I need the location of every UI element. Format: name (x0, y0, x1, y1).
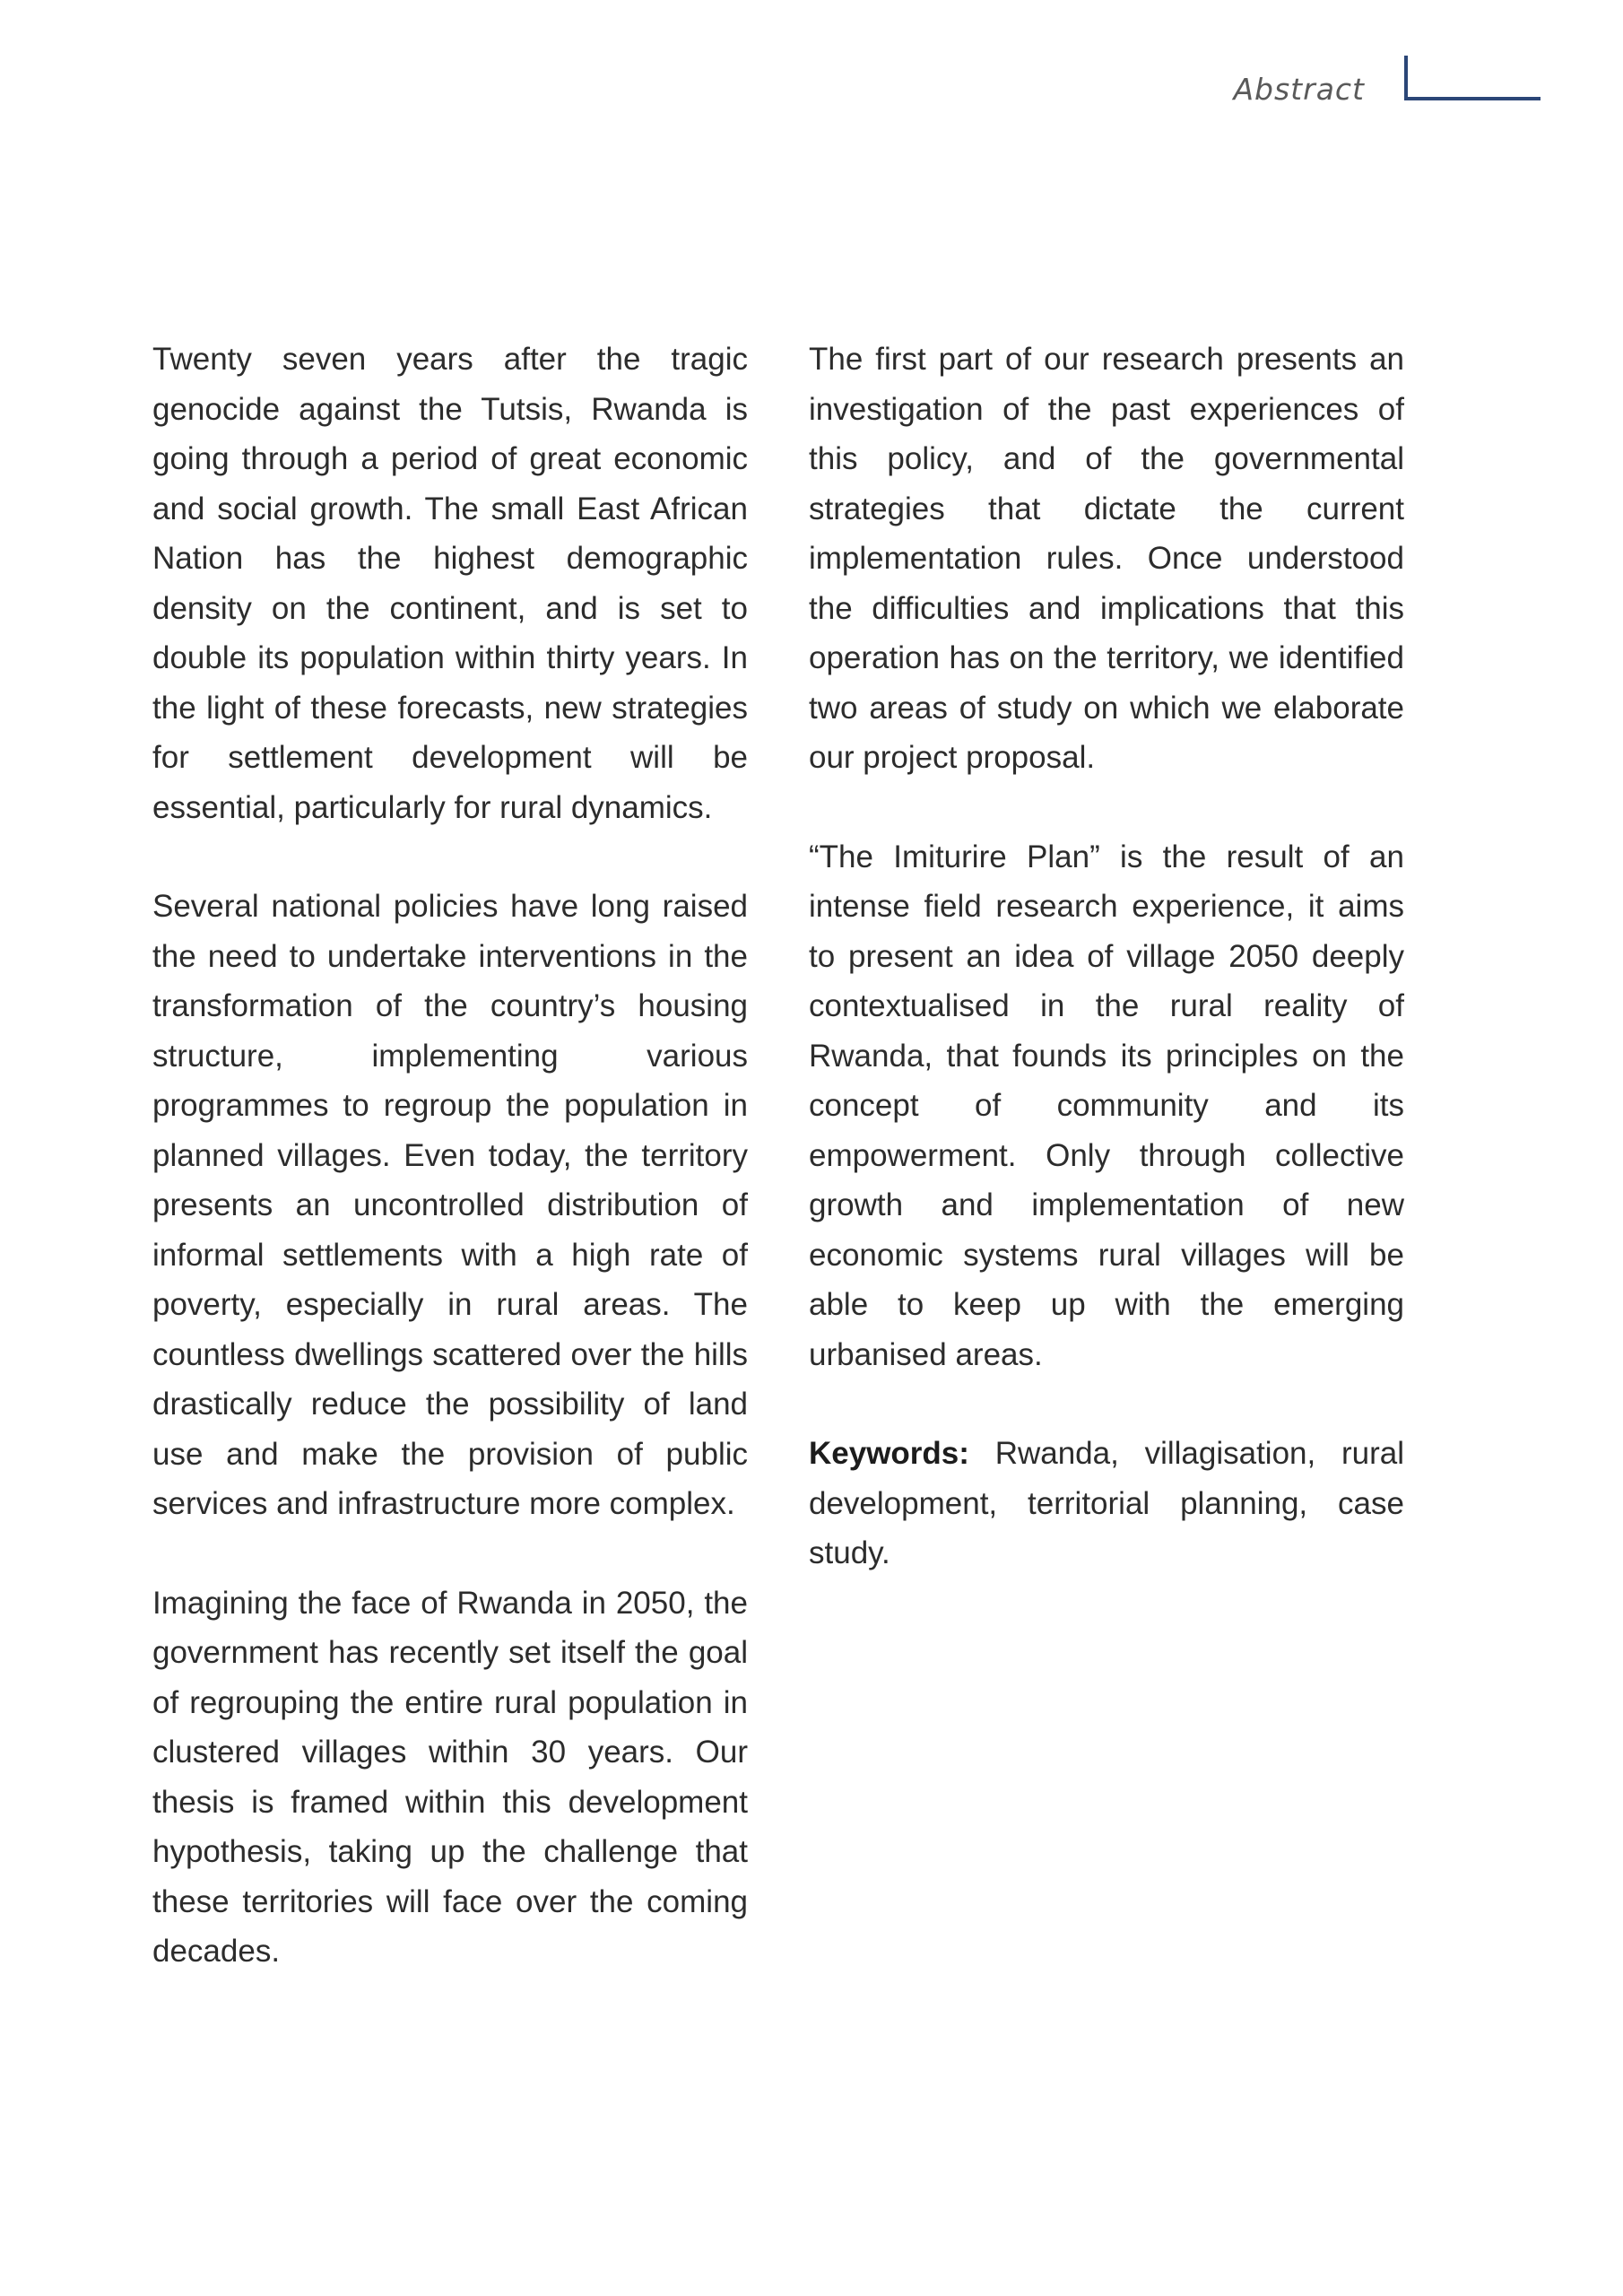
left-text-column (152, 335, 748, 1977)
corner-bracket-decoration (1404, 56, 1541, 100)
keywords-paragraph (809, 1429, 1404, 1578)
abstract-paragraph-1: Twenty seven years after the tragic genocide against the Tutsis, Rwanda is going through a period of great economic and social growth. The small East African Nation has the highest demographic density on the continent, and is set to double its population within thirty years. In the light of these forecasts, new strategies for settlement development will be essential, particularly for rural dynamics. (152, 342, 748, 825)
keywords-text: Rwanda, villagisation, rural development, territorial planning, case study. (809, 1436, 1404, 1570)
abstract-paragraph-2: Several national policies have long raised the need to undertake interventions in the transformation of the country’s housing structure, implementing various programmes to regroup the population in planned villages. Even today, the territory presents an uncontrolled distribution of informal settlements with a high rate of poverty, especially in rural areas. The countless dwellings scattered over the hills drastically reduce the possibility of land use and make the provision of public services and infrastructure more complex. (152, 889, 748, 1521)
abstract-paragraph-5: “The Imiturire Plan” is the result of an intense field research experience, it aims to present an idea of village 2050 deeply contextualised in the rural reality of Rwanda, that founds its principles on the concept of community and its empowerment. Only through collective growth and implementation of new economic systems rural villages will be able to keep up with the emerging urbanised areas. (809, 839, 1404, 1372)
abstract-paragraph-3: Imagining the face of Rwanda in 2050, the government has recently set itself the goal of regrouping the entire rural population in clustered villages within 30 years. Our thesis is framed within this development hypothesis, taking up the challenge that these territories will face over the coming decades. (152, 1585, 748, 1969)
keywords-label: Keywords: (809, 1436, 969, 1471)
section-title: Abstract (1233, 72, 1365, 107)
right-text-column (809, 335, 1404, 1578)
abstract-paragraph-4: The first part of our research presents an investigation of the past experiences of this policy, and of the governmental strategies that dictate the current implementation rules. Once understood the difficulties and implications that this operation has on the territory, we identified two areas of study on which we elaborate our project proposal. (809, 342, 1404, 775)
